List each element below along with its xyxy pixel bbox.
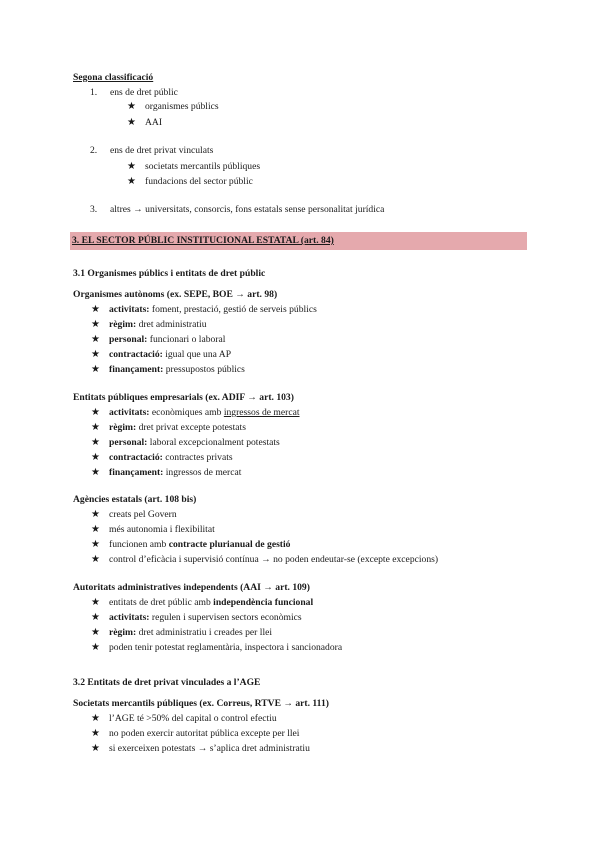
bullet-row: més autonomia i flexibilitat [109, 524, 215, 535]
bullet-row: creats pel Govern [109, 509, 177, 520]
bullet-row: l’AGE té >50% del capital o control efectiu [109, 713, 277, 724]
star-bullet-icon: ★ [91, 728, 100, 739]
sub-list-item: fundacions del sector públic [145, 176, 253, 187]
bullet-row: poden tenir potestat reglamentària, inspectora i sancionadora [109, 642, 343, 653]
star-bullet-icon: ★ [91, 642, 100, 653]
star-bullet-icon: ★ [91, 524, 100, 535]
bullet-row: règim: dret privat excepte potestats [109, 422, 246, 433]
bullet-row: règim: dret administratiu i creades per llei [109, 627, 273, 638]
section-band [70, 232, 527, 250]
list-item: ens de dret privat vinculats [110, 145, 214, 156]
star-bullet-icon: ★ [91, 452, 100, 463]
list-item: altres → universitats, consorcis, fons estatals sense personalitat jurídica [110, 204, 385, 215]
list-item: ens de dret públic [110, 87, 178, 98]
bullet-row: activitats: regulen i supervisen sectors econòmics [109, 612, 302, 623]
star-bullet-icon: ★ [91, 743, 100, 754]
list-number: 3. [90, 204, 98, 215]
bullet-row: finançament: ingressos de mercat [109, 467, 242, 478]
star-bullet-icon: ★ [91, 334, 100, 345]
star-bullet-icon: ★ [91, 713, 100, 724]
bullet-row: contractació: igual que una AP [109, 349, 232, 360]
star-bullet-icon: ★ [91, 319, 100, 330]
star-bullet-icon: ★ [127, 161, 136, 172]
star-bullet-icon: ★ [91, 597, 100, 608]
heading-segona-classificacio: Segona classificació [73, 72, 154, 83]
star-bullet-icon: ★ [91, 407, 100, 418]
star-bullet-icon: ★ [91, 467, 100, 478]
subsection-title: 3.2 Entitats de dret privat vinculades a l’AGE [73, 677, 261, 688]
star-bullet-icon: ★ [127, 117, 136, 128]
star-bullet-icon: ★ [91, 422, 100, 433]
bullet-row: funcionen amb contracte plurianual de gestió [109, 539, 291, 550]
block-title-societats-mercantils: Societats mercantils públiques (ex. Correus, RTVE → art. 111) [73, 698, 329, 709]
bullet-row: activitats: foment, prestació, gestió de serveis públics [109, 304, 317, 315]
star-bullet-icon: ★ [91, 509, 100, 520]
star-bullet-icon: ★ [91, 437, 100, 448]
block-title-aai: Autoritats administratives independents (AAI → art. 109) [73, 582, 310, 593]
star-bullet-icon: ★ [91, 627, 100, 638]
star-bullet-icon: ★ [127, 176, 136, 187]
bullet-row: contractació: contractes privats [109, 452, 233, 463]
star-bullet-icon: ★ [91, 304, 100, 315]
star-bullet-icon: ★ [91, 539, 100, 550]
bullet-row: si exerceixen potestats → s’aplica dret administratiu [109, 743, 310, 754]
subsection-title: 3.1 Organismes públics i entitats de dret públic [73, 268, 266, 279]
star-bullet-icon: ★ [91, 364, 100, 375]
list-number: 2. [90, 145, 98, 156]
bullet-row: règim: dret administratiu [109, 319, 207, 330]
block-title-entitats-publiques: Entitats públiques empresarials (ex. ADIF → art. 103) [73, 392, 294, 403]
star-bullet-icon: ★ [127, 101, 136, 112]
block-title-organismes-autonoms: Organismes autònoms (ex. SEPE, BOE → art. 98) [73, 289, 278, 300]
list-number: 1. [90, 87, 98, 98]
bullet-row: personal: funcionari o laboral [109, 334, 226, 345]
sub-list-item: AAI [145, 117, 163, 128]
sub-list-item: societats mercantils públiques [145, 161, 261, 172]
sub-list-item: organismes públics [145, 101, 219, 112]
star-bullet-icon: ★ [91, 349, 100, 360]
bullet-row: personal: laboral excepcionalment potestats [109, 437, 280, 448]
bullet-row: activitats: econòmiques amb ingressos de mercat [109, 407, 300, 418]
block-title-agencies-estatals: Agències estatals (art. 108 bis) [73, 494, 197, 505]
bullet-row: entitats de dret públic amb independència funcional [109, 597, 314, 608]
bullet-row: finançament: pressupostos públics [109, 364, 245, 375]
section-title: 3. EL SECTOR PÚBLIC INSTITUCIONAL ESTATAL (art. 84) [72, 235, 334, 246]
bullet-row: control d’eficàcia i supervisió contínua → no poden endeutar-se (excepte excepcions) [109, 554, 439, 565]
star-bullet-icon: ★ [91, 612, 100, 623]
bullet-row: no poden exercir autoritat pública excepte per llei [109, 728, 300, 739]
star-bullet-icon: ★ [91, 554, 100, 565]
